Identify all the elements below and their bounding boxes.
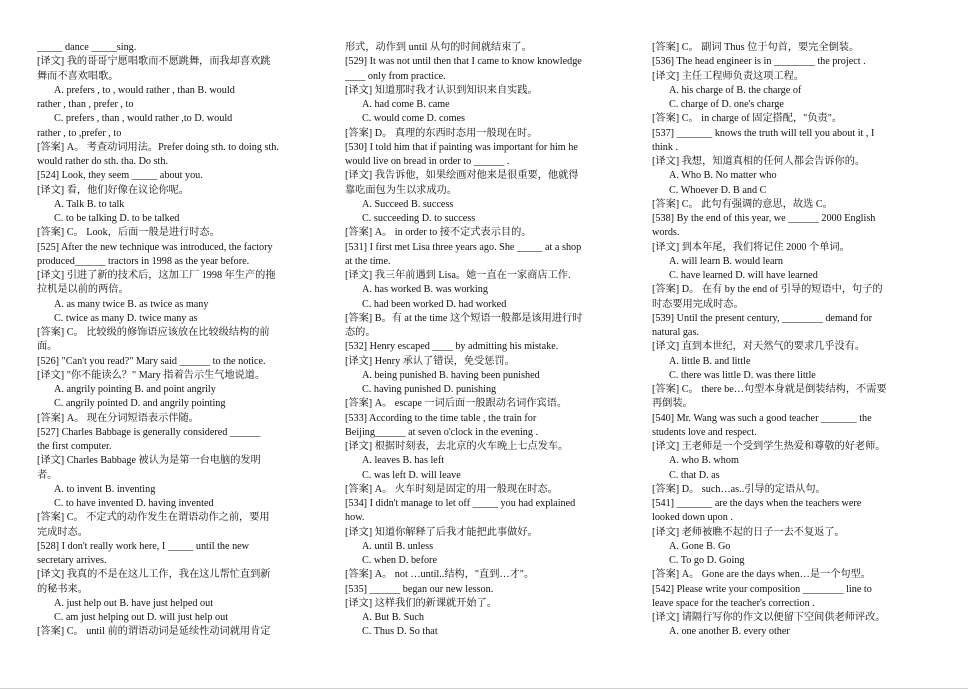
text-line: [答案] D。 such…as..引导的定语从句。: [652, 483, 826, 495]
text-line: looked down upon .: [652, 512, 733, 524]
text-line: [531] I first met Lisa three years ago. She _____ at a shop: [345, 241, 582, 253]
text-line: ____ only from practice.: [345, 70, 446, 82]
text-line: [译文] 根据时刻表，去北京的火车晚上七点发车。: [345, 441, 569, 452]
text-line: [译文] 我想，知道真相的任何人都会告诉你的。: [652, 156, 866, 167]
option-line: A. until B. unless: [362, 540, 434, 552]
text-line: 态的。: [345, 327, 376, 338]
text-line: how.: [345, 512, 365, 524]
option-line: A. has worked B. was working: [362, 284, 488, 296]
text-line: [答案] A。 Gone are the days when…是一个句型。: [652, 569, 871, 581]
option-line: A. to invent B. inventing: [54, 483, 156, 495]
text-line: [译文] Charles Babbage 被认为是第一台电脑的发明: [37, 455, 261, 467]
option-line: A. angrily pointing B. and point angrily: [54, 384, 216, 395]
text-line: 的秘书来。: [37, 583, 88, 595]
text-line: the first computer.: [37, 441, 112, 452]
option-line: C. twice as many D. twice many as: [54, 312, 198, 324]
text-line: [译文] 请隔行写你的作文以便留下空间供老师评改。: [652, 612, 886, 623]
option-line: A. will learn B. would learn: [669, 255, 784, 267]
text-line: [译文] 王老师是一个受到学生热爱和尊敬的好老师。: [652, 441, 886, 452]
option-line: C. angrily pointed D. and angrily pointing: [54, 398, 226, 410]
text-line: natural gas.: [652, 327, 699, 338]
text-line: 者。: [37, 469, 58, 481]
text-line: 形式，动作到 until 从句的时间就结束了。: [345, 42, 532, 53]
text-line: [译文] 知道那时我才认识到知识来自实践。: [345, 84, 538, 96]
text-line: [答案] A。 escape 一词后面一般跟动名词作宾语。: [345, 398, 568, 410]
text-line: 完成时态。: [37, 526, 88, 538]
text-line: [537] _______ knows the truth will tell you about it , I: [652, 127, 875, 139]
text-line: [536] The head engineer is in ________ the project .: [652, 56, 866, 68]
option-line: C. had been worked D. had worked: [362, 298, 507, 310]
text-line: rather , to ,prefer , to: [37, 127, 122, 139]
option-line: C. to have invented D. having invented: [54, 498, 214, 509]
option-line: A. But B. Such: [362, 612, 424, 623]
text-line: [答案] B。有 at the time 这个短语一般都是该用进行时: [345, 312, 583, 324]
text-line: [答案] C。 副词 Thus 位于句首，要完全倒装。: [652, 42, 860, 53]
column-middle: [345, 41, 617, 640]
option-line: C. prefers , than , would rather ,to D. would: [54, 113, 233, 125]
text-line: [答案] A。 考查动词用法。Prefer doing sth. to doing sth.: [37, 141, 279, 153]
column-right: [652, 41, 924, 640]
text-line: produced______ tractors in 1998 as the year before.: [37, 255, 250, 267]
option-line: C. was left D. will leave: [362, 469, 461, 481]
option-line: C. to be talking D. to be talked: [54, 213, 180, 224]
option-line: C. am just helping out D. will just help out: [54, 612, 229, 623]
text-line: [译文] 知道你解释了后我才能把此事做好。: [345, 526, 538, 538]
text-line: [答案] A。 in order to 接不定式表示目的。: [345, 227, 532, 239]
text-line: [527] Charles Babbage is generally considered ______: [37, 426, 261, 438]
text-line: [译文] 这样我们的新课就开始了。: [345, 597, 497, 609]
column-left: [37, 41, 309, 640]
text-line: [530] I told him that if painting was important for him he: [345, 141, 578, 153]
text-line: [答案] D。 真理的东西时态用一般现在时。: [345, 127, 538, 139]
option-line: C. that D. as: [669, 469, 720, 481]
text-line: [答案] C。 此句有强调的意思，故选 C。: [652, 198, 833, 210]
text-line: [539] Until the present century, ________ demand for: [652, 312, 873, 324]
text-line: [译文] "你不能读么？" Mary 指着告示生气地说道。: [37, 369, 266, 381]
text-line: [542] Please write your composition ________ line to: [652, 583, 872, 595]
text-line: [译文] Henry 承认了错误，免受惩罚。: [345, 355, 515, 367]
text-line: words.: [652, 227, 680, 239]
option-line: A. who B. whom: [669, 455, 739, 467]
option-line: C. charge of D. one's charge: [669, 99, 784, 110]
text-line: [532] Henry escaped ____ by admitting his mistake.: [345, 341, 559, 353]
text-line: [答案] C。 in charge of 固定搭配，"负责"。: [652, 113, 843, 125]
text-line: [译文] 直到本世纪，对天然气的要求几乎没有。: [652, 341, 866, 353]
text-line: [533] According to the time table , the train for: [345, 412, 537, 424]
option-line: A. prefers , to , would rather , than B. would: [54, 84, 235, 96]
text-line: 舞而不喜欢唱歌。: [37, 70, 119, 82]
option-line: A. Succeed B. success: [362, 198, 454, 210]
text-line: [答案] C。 不定式的动作发生在谓语动作之前，要用: [37, 512, 270, 524]
option-line: A. being punished B. having been punished: [362, 369, 540, 381]
text-line: rather , than , prefer , to: [37, 99, 134, 110]
option-line: A. Gone B. Go: [669, 540, 731, 552]
option-line: A. one another B. every other: [669, 626, 790, 638]
text-line: 面。: [37, 341, 58, 353]
text-line: _____ dance _____sing.: [37, 42, 137, 53]
text-line: [答案] C。 until 前的谓语动词是延续性动词就用肯定: [37, 626, 271, 638]
option-line: A. just help out B. have just helped out: [54, 597, 214, 609]
text-line: [答案] C。 Look，后面一般是进行时态。: [37, 227, 220, 239]
text-line: [524] Look, they seem _____ about you.: [37, 170, 203, 182]
option-line: A. leaves B. has left: [362, 455, 445, 467]
text-line: [译文] 老师被瞧不起的日子一去不复返了。: [652, 526, 845, 538]
option-line: C. there was little D. was there little: [669, 369, 816, 381]
text-line: leave space for the teacher's correction .: [652, 597, 815, 609]
option-line: C. Thus D. So that: [362, 626, 438, 638]
text-line: [540] Mr. Wang was such a good teacher _______ the: [652, 412, 872, 424]
text-line: [译文] 我告诉他，如果绘画对他来是很重要，他就得: [345, 170, 579, 182]
text-line: would live on bread in order to ______ .: [345, 156, 510, 167]
text-line: [538] By the end of this year, we ______ 2000 English: [652, 213, 876, 224]
text-line: [答案] C。 there be…句型本身就是倒装结构，不需要: [652, 384, 887, 395]
text-line: 时态要用完成时态。: [652, 298, 744, 310]
option-line: C. To go D. Going: [669, 555, 745, 566]
text-line: [答案] A。 现在分词短语表示伴随。: [37, 412, 199, 424]
option-line: C. Whoever D. B and C: [669, 184, 767, 196]
text-line: would rather do sth. tha. Do sth.: [37, 156, 169, 167]
option-line: C. have learned D. will have learned: [669, 270, 818, 281]
text-line: [534] I didn't manage to let off _____ you had explained: [345, 498, 576, 509]
text-line: [译文] 主任工程师负责这项工程。: [652, 70, 804, 82]
text-line: at the time.: [345, 255, 391, 267]
text-line: [526] "Can't you read?" Mary said ______ to the notice.: [37, 355, 266, 367]
text-line: students love and respect.: [652, 426, 757, 438]
option-line: C. would come D. comes: [362, 113, 465, 125]
text-line: [答案] C。 比较级的修饰语应该放在比较级结构的前: [37, 327, 270, 338]
text-line: [529] It was not until then that I came to know knowledge: [345, 56, 582, 68]
option-line: A. as many twice B. as twice as many: [54, 298, 209, 310]
text-line: 靠吃面包为生以求成功。: [345, 184, 458, 196]
option-line: A. Who B. No matter who: [669, 170, 777, 182]
option-line: A. little B. and little: [669, 355, 751, 367]
option-line: A. had come B. came: [362, 99, 450, 110]
text-line: [528] I don't really work here, I _____ until the new: [37, 540, 250, 552]
text-line: [译文] 到本年尾，我们将记住 2000 个单词。: [652, 241, 850, 253]
option-line: C. when D. before: [362, 555, 437, 566]
option-line: A. his charge of B. the charge of: [669, 84, 802, 96]
text-line: 再倒装。: [652, 398, 693, 410]
text-line: [译文] 看，他们好像在议论你呢。: [37, 184, 189, 196]
text-line: [译文] 我的哥哥宁愿唱歌而不愿跳舞，而我却喜欢跳: [37, 56, 271, 68]
text-line: think .: [652, 141, 679, 153]
text-line: [答案] D。 在有 by the end of 引导的短语中，句子的: [652, 284, 883, 296]
option-line: C. succeeding D. to success: [362, 213, 476, 224]
text-line: [535] ______ began our new lesson.: [345, 583, 494, 595]
text-line: Beijing______ at seven o'clock in the evening .: [345, 426, 539, 438]
text-line: [译文] 我三年前遇到 Lisa。她一直在一家商店工作.: [345, 270, 571, 281]
text-line: secretary arrives.: [37, 555, 107, 566]
option-line: A. Talk B. to talk: [54, 198, 125, 210]
text-line: [答案] A。 火车时刻是固定的用一般现在时态。: [345, 483, 558, 495]
option-line: C. having punished D. punishing: [362, 384, 497, 395]
text-line: [译文] 引进了新的技术后，这加工厂 1998 年生产的拖: [37, 270, 276, 281]
text-line: [541] _______ are the days when the teachers were: [652, 498, 862, 509]
text-line: 拉机是以前的两倍。: [37, 284, 129, 296]
text-line: [答案] A。 not …until..结构，"直到…才"。: [345, 569, 535, 581]
text-line: [译文] 我真的不是在这儿工作，我在这儿帮忙直到新: [37, 569, 271, 581]
text-line: [525] After the new technique was introduced, the factory: [37, 241, 273, 253]
